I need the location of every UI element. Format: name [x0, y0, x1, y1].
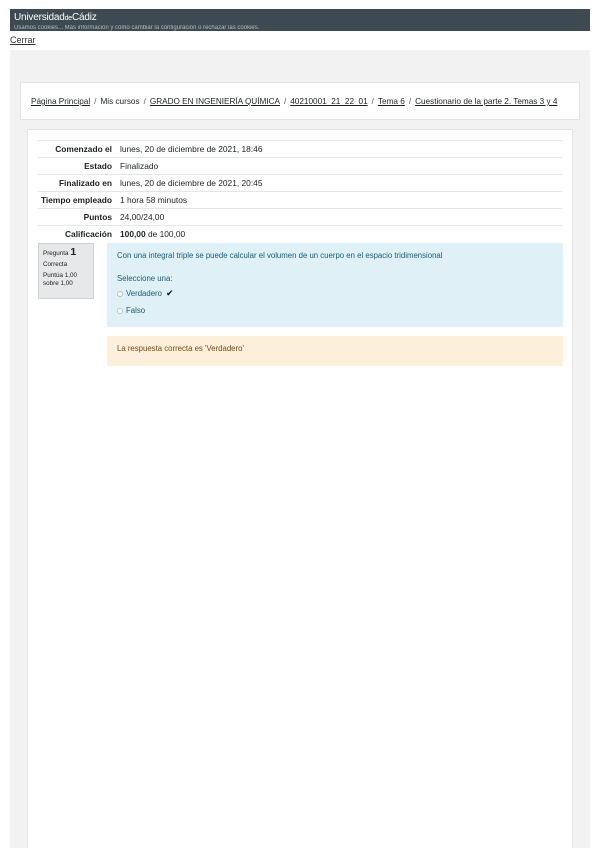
summary-value: Finalizado — [116, 158, 562, 175]
question-number: 1 — [70, 246, 77, 258]
brand-end: Cádiz — [72, 12, 97, 23]
question-prefix: Pregunta — [43, 250, 69, 257]
breadcrumb-degree[interactable]: GRADO EN INGENIERÍA QUÍMICA — [149, 97, 280, 106]
summary-row — [38, 192, 562, 209]
correct-answer-feedback — [107, 336, 563, 366]
summary-label: Comenzado el — [38, 141, 116, 158]
question-marks: Puntúa 1,00 sobre 1,00 — [43, 272, 77, 287]
summary-label: Tiempo empleado — [38, 192, 116, 209]
answer-option-true[interactable] — [117, 287, 553, 300]
summary-value: lunes, 20 de diciembre de 2021, 18:46 — [116, 141, 562, 158]
breadcrumb-home[interactable]: Página Principal — [31, 97, 91, 106]
attempt-summary-table — [38, 140, 562, 242]
quiz-review-card — [27, 129, 573, 848]
radio-false[interactable] — [117, 308, 123, 314]
breadcrumb-topic[interactable]: Tema 6 — [377, 97, 405, 106]
breadcrumb-course-code[interactable]: 40210001_21_22_01 — [290, 97, 368, 106]
breadcrumb — [31, 97, 557, 106]
brand-small: de — [64, 15, 72, 22]
summary-value — [116, 226, 562, 243]
answer-prompt: Seleccione una: — [117, 274, 173, 283]
checkmark-icon: ✔ — [165, 288, 174, 298]
summary-row — [38, 226, 562, 243]
summary-row — [38, 175, 562, 192]
close-cookie-link[interactable]: Cerrar — [10, 35, 36, 45]
summary-value: 1 hora 58 minutos — [116, 192, 562, 209]
answer-label: Falso — [126, 306, 146, 315]
summary-value: 24,00/24,00 — [116, 209, 562, 226]
summary-value: lunes, 20 de diciembre de 2021, 20:45 — [116, 175, 562, 192]
breadcrumb-separator: / — [371, 97, 374, 106]
question-content — [107, 243, 563, 327]
question-info-box — [38, 243, 94, 299]
grade-value: 100,00 — [120, 229, 146, 239]
question-state: Correcta — [43, 261, 68, 268]
answer-label: Verdadero — [126, 289, 162, 298]
summary-label: Estado — [38, 158, 116, 175]
summary-label: Finalizado en — [38, 175, 116, 192]
radio-true[interactable] — [117, 291, 123, 297]
summary-label: Calificación — [38, 226, 116, 243]
question-text: Con una integral triple se puede calcular el volumen de un cuerpo en el espacio tridimensional — [117, 251, 443, 260]
university-logo[interactable] — [14, 12, 97, 23]
summary-row — [38, 158, 562, 175]
cookie-notice: Usamos cookies... Más información y cómo cambiar la configuración o rechazar las cookies. — [14, 25, 260, 31]
breadcrumb-separator: / — [408, 97, 412, 106]
breadcrumb-separator: / — [283, 97, 287, 106]
summary-row — [38, 141, 562, 158]
summary-row — [38, 209, 562, 226]
breadcrumb-my-courses: Mis cursos — [100, 97, 140, 106]
breadcrumb-card — [20, 82, 580, 120]
breadcrumb-separator: / — [94, 97, 97, 106]
feedback-text: La respuesta correcta es 'Verdadero' — [117, 344, 244, 353]
grade-total: de 100,00 — [145, 229, 186, 239]
summary-label: Puntos — [38, 209, 116, 226]
breadcrumb-quiz[interactable]: Cuestionario de la parte 2. Temas 3 y 4 — [415, 97, 558, 106]
breadcrumb-separator: / — [143, 97, 146, 106]
brand-main: Universidad — [14, 12, 65, 23]
answer-option-false[interactable] — [117, 304, 553, 317]
